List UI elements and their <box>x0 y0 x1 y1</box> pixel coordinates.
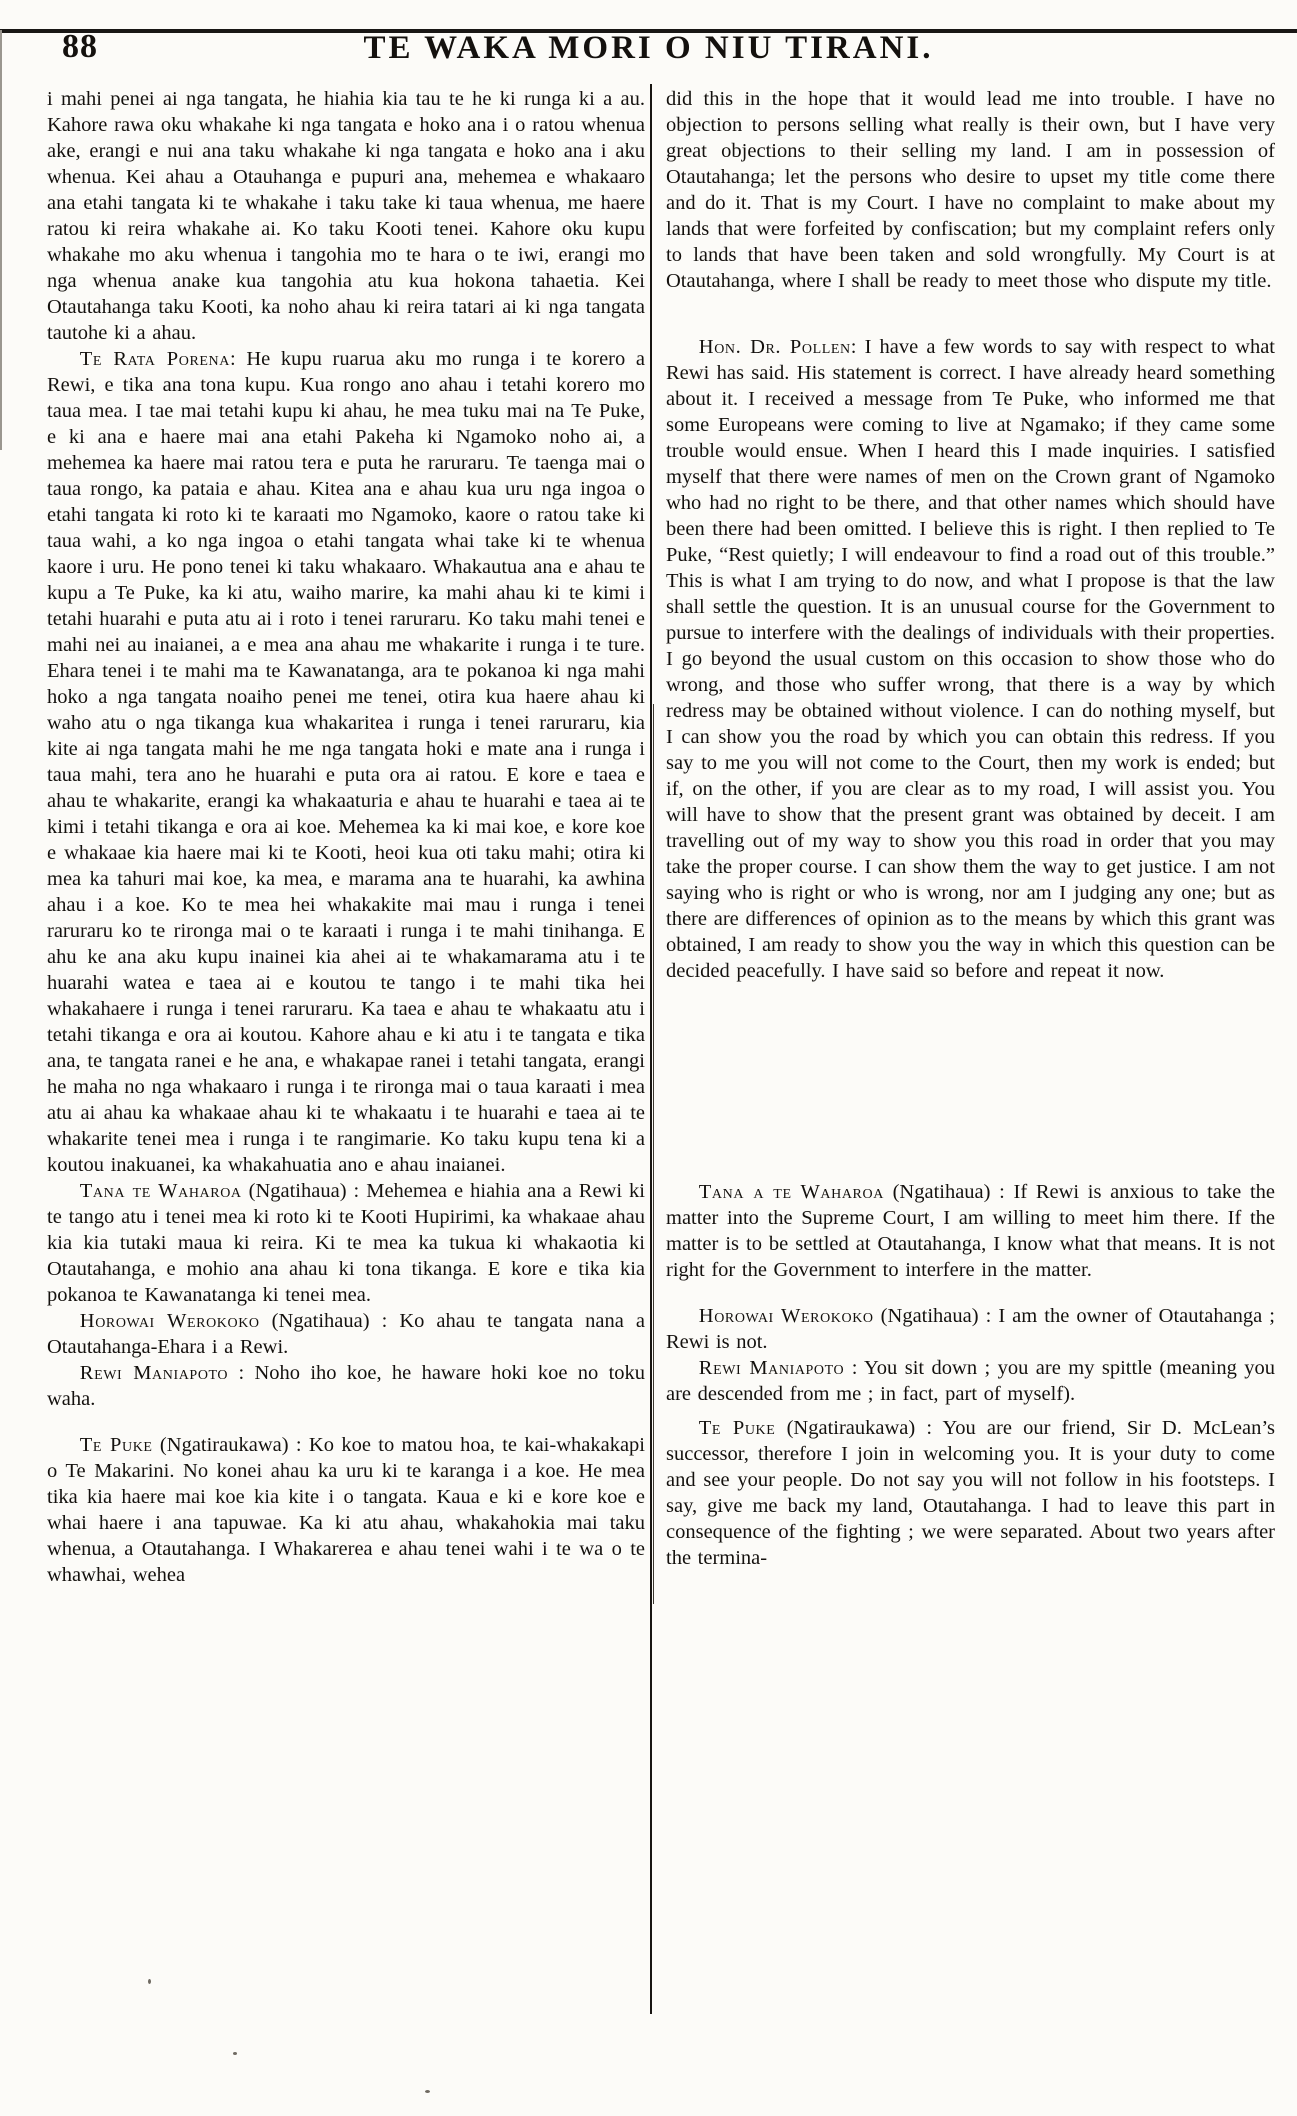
masthead-title: TE WAKA MORI O NIU TIRANI. <box>363 30 934 66</box>
speaker-name: Horowai Werokoko <box>698 1305 874 1327</box>
page-number: 88 <box>62 28 98 65</box>
speaker-name: Horowai Werokoko <box>79 1310 260 1332</box>
scan-speck <box>425 2090 430 2093</box>
paragraph: i mahi penei ai nga tangata, he hiahia kia tau te he ki runga ki a au. Kahore rawa oku whakahe ki nga tangata e hoko ana i o ratou whenua ake, erangi e nui ana taku whakahe ki nga tangata e hoko ana i aku whenua. Kei ahau a Otauhanga e pupuri ana, mehemea e whakaaro ana etahi tangata ki te whakahe i taku take ki taua whenua, me haere ratou ki reira whakahe ai. Ko taku Kooti tenei. Kahore oku kupu whakahe mo aku whenua i tangohia mo te hara o te iwi, erangi mo nga whenua anake kua tangohia atu kua hokona tahaetia. Kei Otautahanga taku Kooti, ka noho ahau ki reira tatari ai ki nga tangata tautohe ki a ahau. <box>47 88 645 344</box>
paragraph: Rewi Maniapoto : You sit down ; you are my spittle (meaning you are descended from me ; in fact, part of myself). <box>666 1357 1275 1405</box>
paragraph: Te Rata Porena: He kupu ruarua aku mo runga i te korero a Rewi, e tika ana tona kupu. Kua rongo ano ahau i tetahi korero mo taua mea. I tae mai tetahi kupu ki ahau, he mea tuku mai na Te Puke, e ki ana e haere mai ana etahi Pakeha ki Ngamoko noho ai, a mehemea ka haere mai ratou tera e puta he raruraru. Te taenga mai o taua rongo, ka pataia e ahau. Kitea ana e ahau kua uru nga ingoa o etahi tangata ki roto ki te karaati mo Ngamoko, kaore o ratou take ki taua wahi, a ko nga ingoa o etahi tangata whai take ki te whenua kaore i uru. He pono tenei ki taku whakaaro. Whakautua ana e ahau te kupu a Te Puke, ka ki atu, waiho marire, ka mahi ahau ki te kimi i tetahi huarahi e puta atu ai i roto i tenei raruraru. Ko taku mahi tenei e mahi nei au inaianei, a e mea ana ahau me whakarite i runga i te ture. Ehara tenei i te mahi ma te Kawanatanga, ara te pokanoa ki nga mahi hoko a nga tangata noaiho penei me tenei, otira kua haere ahau ki waho atu o nga tikanga kua whakaritea i runga i tenei raruraru, kia kite ai nga tangata mahi he me nga tangata hoki e mate ana i runga i taua mahi, tera ano he huarahi e puta ora ai ratou. E kore e taea e ahau te whakarite, erangi ka whakaaturia e ahau te huarahi e taea ai te kimi i tetahi tikanga e ora ai koe. Mehemea ka ki mai koe, e kore koe e whakaae kia haere mai ki te Kooti, heoi kua oti taku mahi; otira ki mea ka tahuri mai koe, ka mea, e marama ana te huarahi, ka awhina ahau i a koe. Ko te mea hei whakakite mai mau i runga i tenei raruraru ko te rironga mai o te karaati i runga i te mahi tinihanga. E ahu ke ana aku kupu inainei kia ahei ai te whakamarama atu i te huarahi watea e taea ai e koutou te tango i te mahi tika hei whakahaere i runga i tenei raruraru. Ka taea e ahau te whakaatu atu i tetahi tikanga e ora ai koutou. Kahore ahau e ki atu i te tangata e tika ana, te tangata ranei e he ana, e whakapae ranei i tetahi tangata, erangi he maha no nga whakaaro i runga i te rironga mai o taua karaati i mea atu ai ahau ka whakaae ahau ki te whakaatu i te huarahi e taea ai te whakarite tenei mea i runga i te rangimarie. Ko taku kupu tena ki a koutou inakuanei, ka whakahuatia ano e ahau inaianei. <box>47 348 645 1176</box>
column-divider-rule <box>650 84 652 2014</box>
paragraph: Te Puke (Ngatiraukawa) : Ko koe to matou hoa, te kai-whakakapi o Te Makarini. No konei ahau ka uru ki te karanga i a koe. He mea tika kia haere mai koe kia kite i o tangata. Kaua e ki e kore koe e whai haere i ana tapuwae. Ka ki atu ahau, whakahokia mai taku whenua, a Otautahanga. I Whakarerea e ahau tenei wahi i te wa o te whawhai, wehea <box>47 1434 645 1586</box>
scan-speck <box>148 1979 151 1984</box>
speaker-name: Tana a te Waharoa <box>698 1181 884 1203</box>
paragraph: Tana a te Waharoa (Ngatihaua) : If Rewi is anxious to take the matter into the Supreme Court, I am willing to meet him there. If the matter is to be settled at Otautahanga, I know what that means. It is not right for the Government to interfere in the matter. <box>666 1181 1275 1281</box>
paragraph: Te Puke (Ngatiraukawa) : You are our friend, Sir D. McLean’s successor, therefore I join in welcoming you. It is your duty to come and see your people. Do not say you will not follow in his footsteps. I say, give me back my land, Otautahanga. I had to leave this part in consequence of the fighting ; we were separated. About two years after the termina- <box>666 1417 1275 1569</box>
paragraph: Tana te Waharoa (Ngatihaua) : Mehemea e hiahia ana a Rewi ki te tango atu i tenei mea ki roto ki te Kooti Hupirimi, ka whakaae ahau kia kia tutaki maua ki reira. Ki te mea ka tukua ki whakaotia ki Otautahanga, e mohio ana ahau ki tona tikanga. E kore e tika kia pokanoa te Kawanatanga ki tenei mea. <box>47 1180 645 1306</box>
paragraph: Hon. Dr. Pollen: I have a few words to say with respect to what Rewi has said. His statement is correct. I have already heard something about it. I received a message from Te Puke, who informed me that some Europeans were coming to live at Ngamako; if they came some trouble would ensue. When I heard this I made inquiries. I satisfied myself that there were names of men on the Crown grant of Ngamoko who had no right to be there, and that other names which should have been there had been omitted. I believe this is right. I then replied to Te Puke, “Rest quietly; I will endeavour to find a road out of this trouble.” This is what I am trying to do now, and what I propose is that the law shall settle the question. It is an unusual course for the Government to pursue to interfere with the dealings of individuals with their properties. I go beyond the usual custom on this occasion to show those who do wrong, and those who suffer wrong, that there is a way by which redress may be obtained without violence. I can do nothing myself, but I can show you the road by which you can obtain this redress. If you say to me you will not come to the Court, then my work is ended; but if, on the other, if you are clear as to my road, I will assist you. You will have to show that the present grant was obtained by deceit. I am travelling out of my way to show you this road in order that you may take the proper course. I can show them the way to get justice. I am not saying who is right or who is wrong, nor am I judging any one; but as there are differences of opinion as to the means by which this grant was obtained, I am ready to show you the way in which this question can be decided peacefully. I have said so before and repeat it now. <box>666 336 1275 982</box>
paragraph: Rewi Maniapoto : Noho iho koe, he haware hoki koe no toku waha. <box>47 1362 646 1410</box>
speaker-name: Tana te Waharoa <box>79 1180 242 1202</box>
speaker-name: Hon. Dr. Pollen <box>698 336 851 358</box>
scan-speck <box>233 2052 237 2055</box>
speaker-name: Te Rata Porena <box>79 348 230 370</box>
speaker-name: Rewi Maniapoto <box>79 1362 229 1384</box>
paragraph: did this in the hope that it would lead me into trouble. I have no objection to persons selling what really is their own, but I have very great objections to their selling my land. I am in possession of Otautahanga; let the persons who desire to upset my title come there and do it. That is my Court. I have no complaint to make about my lands that were forfeited by confiscation; but my complaint refers only to lands that have been taken and sold wrongfully. My Court is at Otautahanga, where I shall be ready to meet those who dispute my title. <box>666 88 1275 292</box>
speaker-name: Rewi Maniapoto <box>698 1357 845 1379</box>
column-maori <box>47 86 645 1588</box>
speaker-name: Te Puke <box>698 1417 776 1439</box>
column-english <box>666 86 1275 1571</box>
speaker-name: Te Puke <box>79 1434 153 1456</box>
paragraph: Horowai Werokoko (Ngatihaua) : Ko ahau te tangata nana a Otautahanga-Ehara i a Rewi. <box>47 1310 646 1358</box>
scan-left-edge-artifact <box>0 30 2 450</box>
paragraph: Horowai Werokoko (Ngatihaua) : I am the owner of Otautahanga ; Rewi is not. <box>666 1305 1275 1353</box>
